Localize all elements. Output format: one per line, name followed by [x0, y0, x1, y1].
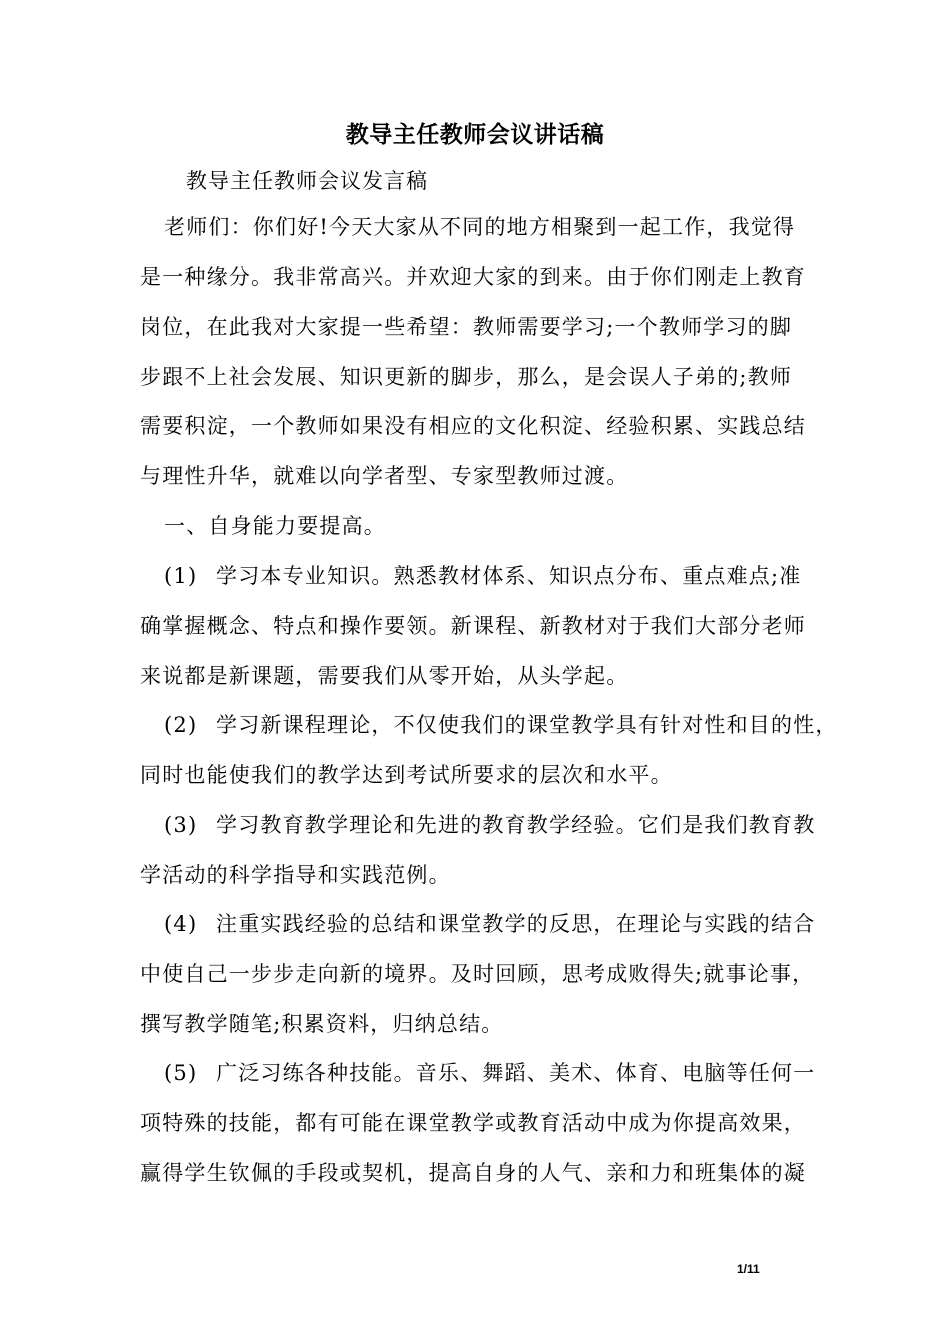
- line-text: 学习本专业知识。熟悉教材体系、知识点分布、重点难点;准: [216, 564, 802, 588]
- line-text: 广泛习练各种技能。音乐、舞蹈、美术、体育、电脑等任何一: [216, 1061, 816, 1085]
- paragraph-line: 与理性升华，就难以向学者型、专家型教师过渡。: [140, 464, 629, 488]
- paragraph-line: 学活动的科学指导和实践范例。: [140, 863, 451, 887]
- numbered-line: [164, 1058, 815, 1088]
- section-heading: 一、自身能力要提高。: [164, 514, 386, 538]
- paragraph-line: 岗位，在此我对大家提一些希望：教师需要学习;一个教师学习的脚: [140, 315, 793, 339]
- numbered-line: [164, 561, 801, 591]
- document-title: 教导主任教师会议讲话稿: [345, 121, 605, 148]
- paragraph-line: 项特殊的技能，都有可能在课堂教学或教育活动中成为你提高效果，: [140, 1111, 806, 1135]
- paragraph-line: 是一种缘分。我非常高兴。并欢迎大家的到来。由于你们刚走上教育: [140, 265, 806, 289]
- page-number: 1/11: [737, 1262, 760, 1276]
- item-number: (5): [164, 1061, 198, 1085]
- numbered-line: [164, 710, 838, 740]
- paragraph-line: 赢得学生钦佩的手段或契机，提高自身的人气、亲和力和班集体的凝: [140, 1161, 806, 1185]
- paragraph-line: 需要积淀，一个教师如果没有相应的文化积淀、经验积累、实践总结: [140, 414, 806, 438]
- document-subtitle: 教导主任教师会议发言稿: [186, 169, 428, 193]
- item-number: (2): [164, 713, 198, 737]
- item-number: (3): [164, 813, 198, 837]
- item-number: (1): [164, 564, 198, 588]
- paragraph-line: 老师们：你们好!今天大家从不同的地方相聚到一起工作，我觉得: [164, 215, 796, 239]
- paragraph-line: 撰写教学随笔;积累资料，归纳总结。: [140, 1012, 504, 1036]
- line-text: 学习新课程理论，不仅使我们的课堂教学具有针对性和目的性，: [216, 713, 838, 737]
- paragraph-line: 步跟不上社会发展、知识更新的脚步，那么，是会误人子弟的;教师: [140, 365, 793, 389]
- paragraph-line: 确掌握概念、特点和操作要领。新课程、新教材对于我们大部分老师: [140, 614, 806, 638]
- paragraph-line: 同时也能使我们的教学达到考试所要求的层次和水平。: [140, 763, 673, 787]
- item-number: (4): [164, 912, 198, 936]
- numbered-line: [164, 810, 815, 840]
- paragraph-line: 中使自己一步步走向新的境界。及时回顾，思考成败得失;就事论事，: [140, 962, 815, 986]
- numbered-line: [164, 909, 815, 939]
- paragraph-line: 来说都是新课题，需要我们从零开始，从头学起。: [140, 664, 629, 688]
- line-text: 注重实践经验的总结和课堂教学的反思，在理论与实践的结合: [216, 912, 816, 936]
- line-text: 学习教育教学理论和先进的教育教学经验。它们是我们教育教: [216, 813, 816, 837]
